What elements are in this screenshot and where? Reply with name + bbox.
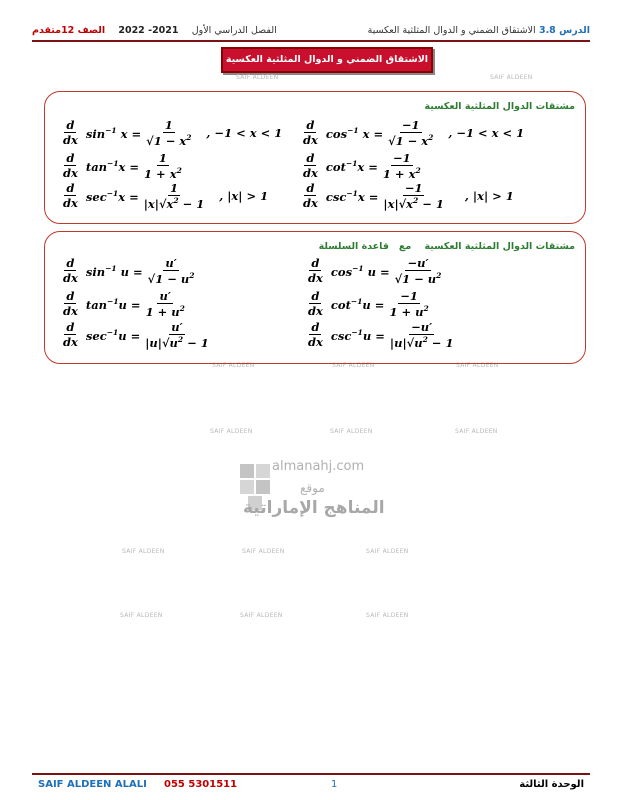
unit-label: الوحدة الثالثة [519, 779, 584, 790]
watermark: SAIF ALDEEN [242, 548, 285, 555]
formula-chain-arcsin: $\frac{d}{dx}$ $\sin^{-1} u$ = $\frac{u'}{√1 - u^2}$ [63, 256, 195, 286]
author-name: SAIF ALDEEN ALALI [38, 779, 147, 790]
page-header [32, 18, 590, 42]
course-info [32, 25, 277, 36]
semester: الفصل الدراسي الأول [191, 25, 277, 36]
formula-d-arccos: $\frac{d}{dx}$ $\cos^{-1} x$ = $\frac{-1}{√1 - x^2}$ , −1 < x < 1 [303, 118, 525, 148]
domain-condition: , −1 < x < 1 [206, 125, 283, 140]
watermark: SAIF ALDEEN [240, 612, 283, 619]
domain-condition: , −1 < x < 1 [448, 125, 525, 140]
domain-condition: , |x| > 1 [219, 188, 269, 203]
box-title: مشتقات الدوال المثلثية العكسية [424, 101, 575, 112]
watermark: SAIF ALDEEN [332, 362, 375, 369]
watermark: SAIF ALDEEN [490, 74, 533, 81]
formula-d-arcsec: $\frac{d}{dx}$ $\sec^{-1}x$ = $\frac{1}{|x|√x^2 - 1}$ , |x| > 1 [63, 181, 269, 211]
formula-chain-arccos: $\frac{d}{dx}$ $\cos^{-1} u$ = $\frac{-u'}{√1 - u^2}$ [308, 256, 442, 286]
page-footer [32, 779, 590, 795]
watermark: SAIF ALDEEN [455, 428, 498, 435]
watermark: SAIF ALDEEN [366, 548, 409, 555]
logo-text: موقع [300, 481, 325, 495]
author-phone: 055 5301511 [164, 779, 238, 790]
watermark: SAIF ALDEEN [330, 428, 373, 435]
watermark: SAIF ALDEEN [122, 548, 165, 555]
box-title-part: مشتقات الدوال المثلثية العكسية [424, 241, 575, 252]
watermark: SAIF ALDEEN [210, 428, 253, 435]
formula-d-arccsc: $\frac{d}{dx}$ $\csc^{-1}x$ = $\frac{-1}{|x|√x^2 - 1}$ , |x| > 1 [303, 181, 514, 211]
box-title [319, 241, 575, 252]
formula-chain-arccsc: $\frac{d}{dx}$ $\csc^{-1}u$ = $\frac{-u'}{|u|√u^2 - 1}$ [308, 320, 454, 350]
formula-d-arcsin: $\frac{d}{dx}$ $\sin^{-1} x$ = $\frac{1}{√1 - x^2}$ , −1 < x < 1 [63, 118, 283, 148]
lesson-number: 3.8 [538, 25, 556, 36]
formula-d-arctan: $\frac{d}{dx}$ $\tan^{-1}x$ = $\frac{1}{1 + x^2}$ [63, 151, 182, 181]
formula-chain-arcsec: $\frac{d}{dx}$ $\sec^{-1}u$ = $\frac{u'}{|u|√u^2 - 1}$ [63, 320, 209, 350]
title-banner: الاشتقاق الضمني و الدوال المثلثية العكسية [221, 47, 433, 73]
grade: الصف 12متقدم [32, 25, 106, 36]
lesson-heading [368, 25, 590, 36]
formula-d-arccot: $\frac{d}{dx}$ $\cot^{-1}x$ = $\frac{-1}{1 + x^2}$ [303, 151, 421, 181]
watermark: SAIF ALDEEN [456, 362, 499, 369]
watermark: SAIF ALDEEN [120, 612, 163, 619]
box-title-part: مع [398, 241, 412, 252]
watermark: SAIF ALDEEN [366, 612, 409, 619]
lesson-title: الاشتقاق الضمني و الدوال المثلثية العكسية [367, 25, 536, 36]
box-title-part: قاعدة السلسلة [318, 241, 389, 252]
header-divider [32, 40, 590, 42]
lesson-label: الدرس [559, 25, 590, 36]
formula-chain-arccot: $\frac{d}{dx}$ $\cot^{-1}u$ = $\frac{-1}{1 + u^2}$ [308, 289, 429, 319]
school-year: 2021- 2022 [118, 25, 179, 36]
watermark: SAIF ALDEEN [212, 362, 255, 369]
logo-url: almanahj.com [272, 459, 365, 474]
logo-text: المناهج الإماراتية [243, 498, 385, 518]
domain-condition: , |x| > 1 [464, 188, 514, 203]
page-number: 1 [331, 779, 338, 790]
formula-chain-arctan: $\frac{d}{dx}$ $\tan^{-1}u$ = $\frac{u'}{1 + u^2}$ [63, 289, 185, 319]
watermark: SAIF ALDEEN [236, 74, 279, 81]
footer-divider [32, 773, 590, 775]
